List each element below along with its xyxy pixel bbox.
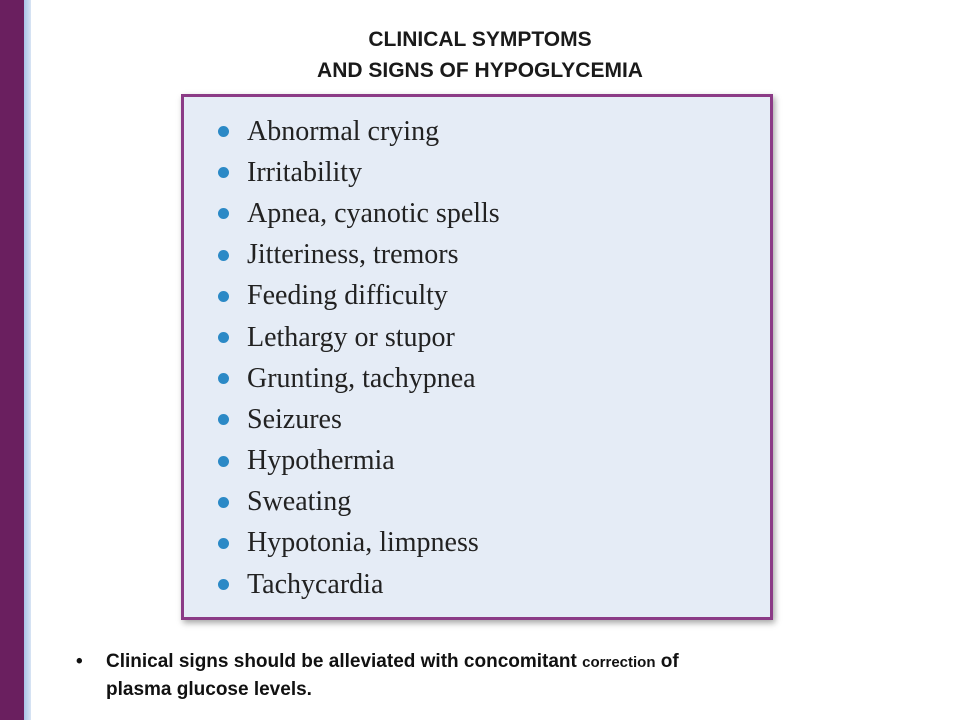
symptom-item [218, 152, 500, 193]
footer-note-text [106, 648, 886, 703]
bullet-icon [218, 291, 229, 302]
bullet-icon [218, 250, 229, 261]
symptom-item [218, 317, 500, 358]
footer-note-part-2: correction [582, 654, 656, 671]
bullet-icon [218, 497, 229, 508]
symptom-item [218, 276, 500, 317]
bullet-icon [218, 373, 229, 384]
left-accent-stripe [24, 0, 31, 720]
bullet-icon [218, 167, 229, 178]
symptom-item [218, 358, 500, 399]
footer-note-part-3: of [660, 651, 679, 672]
symptom-label: Grunting, tachypnea [247, 362, 476, 394]
symptom-item [218, 482, 500, 523]
symptom-item [218, 523, 500, 564]
symptom-item [218, 441, 500, 482]
bullet-icon [218, 208, 229, 219]
symptom-label: Sweating [247, 486, 352, 518]
symptom-label: Feeding difficulty [247, 280, 448, 312]
symptom-item [218, 399, 500, 440]
left-decorative-bar [0, 0, 24, 720]
footer-bullet: • [76, 651, 83, 672]
symptom-box [181, 94, 773, 620]
slide-title-line-2: AND SIGNS OF HYPOGLYCEMIA [317, 59, 643, 82]
symptom-list [218, 111, 500, 605]
footer-note-part-1: Clinical signs should be alleviated with concomitant [106, 651, 577, 672]
bullet-icon [218, 414, 229, 425]
symptom-item [218, 235, 500, 276]
symptom-label: Lethargy or stupor [247, 321, 455, 353]
bullet-icon [218, 538, 229, 549]
symptom-label: Seizures [247, 403, 342, 435]
symptom-label: Tachycardia [247, 568, 384, 600]
symptom-item [218, 564, 500, 605]
slide-title-line-1: CLINICAL SYMPTOMS [368, 28, 592, 51]
symptom-label: Abnormal crying [247, 115, 440, 147]
bullet-icon [218, 456, 229, 467]
bullet-icon [218, 579, 229, 590]
slide-title [0, 24, 960, 86]
symptom-label: Irritability [247, 156, 363, 188]
symptom-item [218, 111, 500, 152]
footer-note-part-4: plasma glucose levels. [106, 679, 312, 700]
symptom-item [218, 193, 500, 234]
symptom-label: Apnea, cyanotic spells [247, 197, 500, 229]
symptom-label: Hypotonia, limpness [247, 527, 479, 559]
symptom-label: Hypothermia [247, 445, 395, 477]
symptom-label: Jitteriness, tremors [247, 239, 459, 271]
bullet-icon [218, 126, 229, 137]
bullet-icon [218, 332, 229, 343]
